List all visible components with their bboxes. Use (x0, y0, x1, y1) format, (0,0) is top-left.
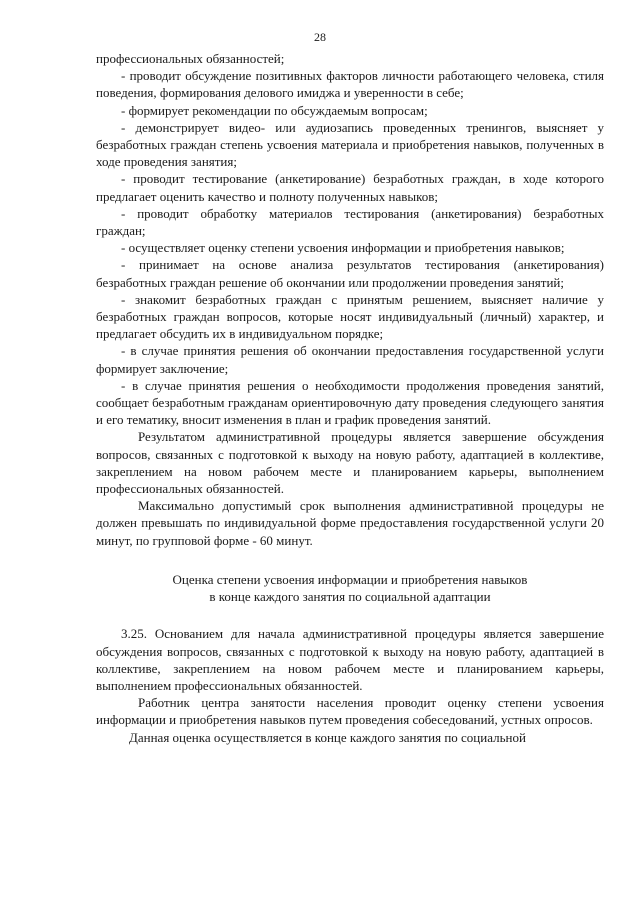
document-body (96, 50, 604, 746)
section-body (96, 625, 604, 745)
page-number: 28 (314, 30, 326, 44)
paragraph: - проводит обработку материалов тестирования (анкетирования) безработных граждан; (96, 205, 604, 239)
procedure-steps (96, 50, 604, 549)
paragraph: - в случае принятия решения о необходимости продолжения проведения занятий, сообщает безработным гражданам ориентировочную дату проведения следующего занятия и его тематику, вносит изменения в план и график проведения занятий. (96, 377, 604, 428)
section-heading (96, 571, 604, 605)
paragraph: - формирует рекомендации по обсуждаемым вопросам; (121, 102, 428, 118)
paragraph: 3.25. Основанием для начала административной процедуры является завершение обсуждения вопросов, связанных с подготовкой к выходу на новую работу, адаптацией в коллективе, закреплением на новом рабочем месте и планированием карьеры, выполнением профессиональных обязанностей. (96, 626, 604, 693)
paragraph: - принимает на основе анализа результатов тестирования (анкетирования) безработных граждан решение об окончании или продолжении проведения занятий; (96, 257, 604, 290)
paragraph: Результатом административной процедуры является завершение обсуждения вопросов, связанных с подготовкой к выходу на новую работу, адаптацией в коллективе, закреплением на новом рабочем месте и планированием карьеры, выполнением профессиональных обязанностей. (96, 429, 604, 497)
paragraph: - осуществляет оценку степени усвоения информации и приобретения навыков; (121, 240, 565, 256)
paragraph: профессиональных обязанностей; (96, 51, 285, 66)
paragraph: - проводит обсуждение позитивных факторов личности работающего человека, стиля поведения, формирования делового имиджа и уверенности в себе; (96, 68, 604, 101)
paragraph: Данная оценка осуществляется в конце каждого занятия по социальной (129, 729, 526, 745)
section-heading-line-2: в конце каждого занятия по социальной адаптации (209, 589, 491, 605)
paragraph: - демонстрирует видео- или аудиозапись проведенных тренингов, выясняет у безработных граждан степень усвоения материала и приобретения навыков, полученных в ходе проведения занятия; (96, 119, 604, 170)
paragraph: - знакомит безработных граждан с принятым решением, выясняет наличие у безработных граждан вопросов, которые носят индивидуальный (личный) характер, и предлагает обсудить их в индивидуальном порядке; (96, 291, 604, 342)
paragraph: - проводит тестирование (анкетирование) безработных граждан, в ходе которого предлагает оценить качество и полноту полученных навыков; (96, 171, 604, 204)
paragraph: - в случае принятия решения об окончании предоставления государственной услуги формирует заключение; (96, 343, 604, 376)
section-heading-line-1: Оценка степени усвоения информации и приобретения навыков (172, 571, 528, 587)
paragraph: Максимально допустимый срок выполнения административной процедуры не должен превышать по индивидуальной форме предоставления государственной услуги 20 минут, по групповой форме - 60 минут. (96, 498, 604, 548)
paragraph: Работник центра занятости населения проводит оценку степени усвоения информации и приобретения навыков путем проведения собеседований, устных опросов. (96, 695, 604, 728)
